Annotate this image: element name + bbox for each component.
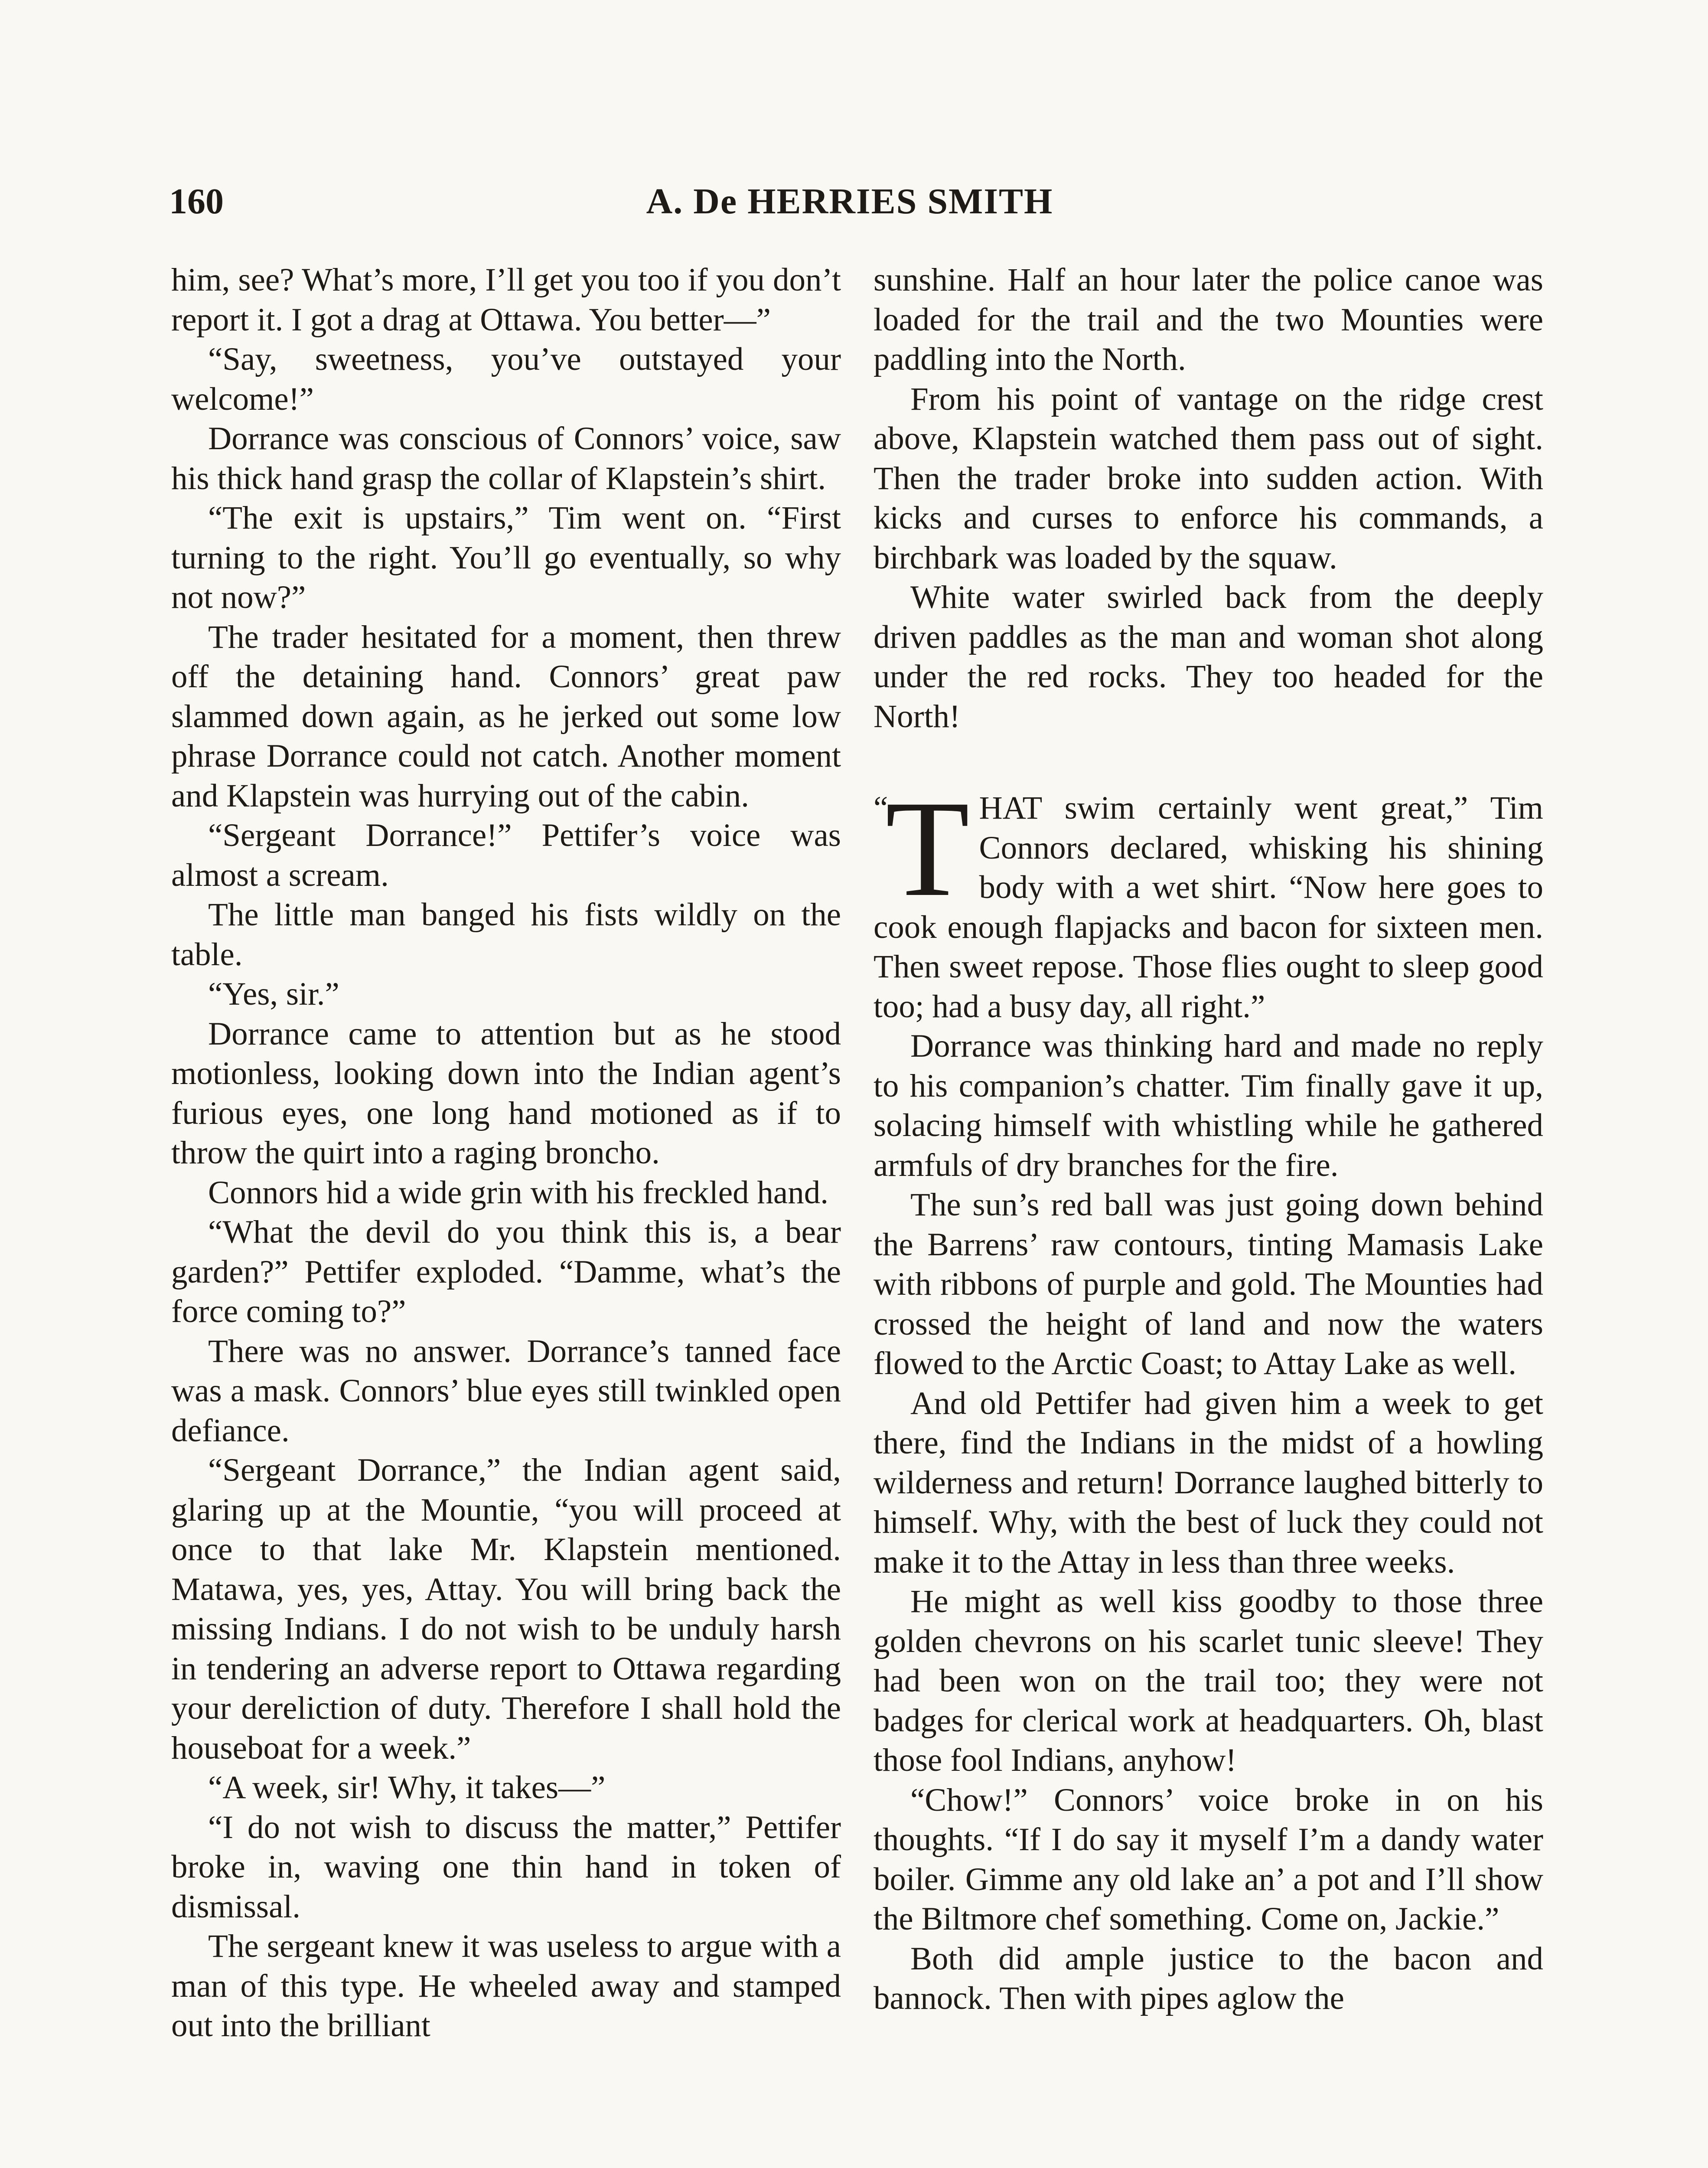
paragraph: Dorrance came to attention but as he stood motionless, looking down into the Indian agent’s furious eyes, one long hand motioned as if to throw the quirt into a raging broncho. [171,1015,841,1171]
paragraph: From his point of vantage on the ridge crest above, Klapstein watched them pass out of sight. Then the trader broke into sudden action. With kicks and curses to enforce his commands, a birchbark was loaded by the squaw. [874,381,1543,576]
paragraph: “What the devil do you think this is, a bear garden?” Pettifer exploded. “Damme, what’s the force coming to?” [171,1214,841,1329]
paragraph: “Sergeant Dorrance!” Pettifer’s voice was almost a scream. [171,817,841,893]
paragraph: White water swirled back from the deeply driven paddles as the man and woman shot along under the red rocks. They too headed for the North! [874,579,1543,735]
paragraph: “The exit is upstairs,” Tim went on. “First turning to the right. You’ll go eventually, so why not now?” [171,500,841,615]
paragraph: There was no answer. Dorrance’s tanned face was a mask. Connors’ blue eyes still twinkled open defiance. [171,1333,841,1449]
paragraph: The trader hesitated for a moment, then threw off the detaining hand. Connors’ great paw slammed down again, as he jerked out some low phrase Dorrance could not catch. Another moment and Klapstein was hurrying out of the cabin. [171,619,841,814]
right-column [874,260,1543,2018]
open-quote: “ [874,790,888,826]
paragraph: “Chow!” Connors’ voice broke in on his thoughts. “If I do say it myself I’m a dandy water boiler. Gimme any old lake an’ a pot and I’ll show the Biltmore chef something. Come on, Jackie.” [874,1782,1543,1937]
paragraph: Dorrance was thinking hard and made no reply to his companion’s chatter. Tim finally gave it up, solacing himself with whistling while he gathered armfuls of dry branches for the fire. [874,1028,1543,1183]
paragraph: And old Pettifer had given him a week to get there, find the Indians in the midst of a howling wilderness and return! Dorrance laughed bitterly to himself. Why, with the best of luck they could not make it to the Attay in less than three weeks. [874,1385,1543,1580]
running-title: A. De HERRIES SMITH [646,181,1053,222]
paragraph: “Sergeant Dorrance,” the Indian agent said, glaring up at the Mountie, “you will proceed at once to that lake Mr. Klapstein mentioned. Matawa, yes, yes, Attay. You will bring back the missing Indians. I do not wish to be unduly harsh in tendering an adverse report to Ottawa regarding your dereliction of duty. Therefore I shall hold the houseboat for a week.” [171,1452,841,1766]
paragraph: “Say, sweetness, you’ve outstayed your welcome!” [171,341,841,417]
paragraph: sunshine. Half an hour later the police canoe was loaded for the trail and the two Mounties were paddling into the North. [874,262,1543,377]
paragraph: “A week, sir! Why, it takes—” [208,1770,606,1806]
paragraph: “I do not wish to discuss the matter,” Pettifer broke in, waving one thin hand in token of dismissal. [171,1809,841,1925]
paragraph: Dorrance was conscious of Connors’ voice, saw his thick hand grasp the collar of Klapstein’s shirt. [171,421,841,496]
page-number: 160 [169,181,224,222]
opening-text: HAT swim certainly went great,” Tim Connors declared, whisking his shining body with a wet shirt. “Now here goes to cook enough flapjacks and bacon for sixteen men. Then sweet repose. Those flies ought to sleep good too; had a busy day, all right.” [874,790,1543,1025]
paragraph: The sergeant knew it was useless to argue with a man of this type. He wheeled away and stamped out into the brilliant [171,1928,841,2044]
left-column [171,260,841,2046]
paragraph: him, see? What’s more, I’ll get you too if you don’t report it. I got a drag at Ottawa. You better—” [171,262,841,338]
paragraph: The little man banged his fists wildly on the table. [171,897,841,973]
paragraph: He might as well kiss goodby to those three golden chevrons on his scarlet tunic sleeve! They had been won on the trail too; they were not badges for clerical work at headquarters. Oh, blast those fool Indians, anyhow! [874,1584,1543,1778]
drop-cap: T [885,772,970,925]
paragraph: Both did ample justice to the bacon and bannock. Then with pipes aglow the [874,1940,1543,2016]
paragraph: “Yes, sir.” [208,976,339,1012]
paragraph: The sun’s red ball was just going down behind the Barrens’ raw contours, tinting Mamasis Lake with ribbons of purple and gold. The Mounties had crossed the height of land and now the waters flowed to the Arctic Coast; to Attay Lake as well. [874,1187,1543,1381]
section-opening-paragraph [874,772,1543,1026]
page-header [169,171,1530,232]
paragraph: Connors hid a wide grin with his freckled hand. [208,1174,828,1211]
